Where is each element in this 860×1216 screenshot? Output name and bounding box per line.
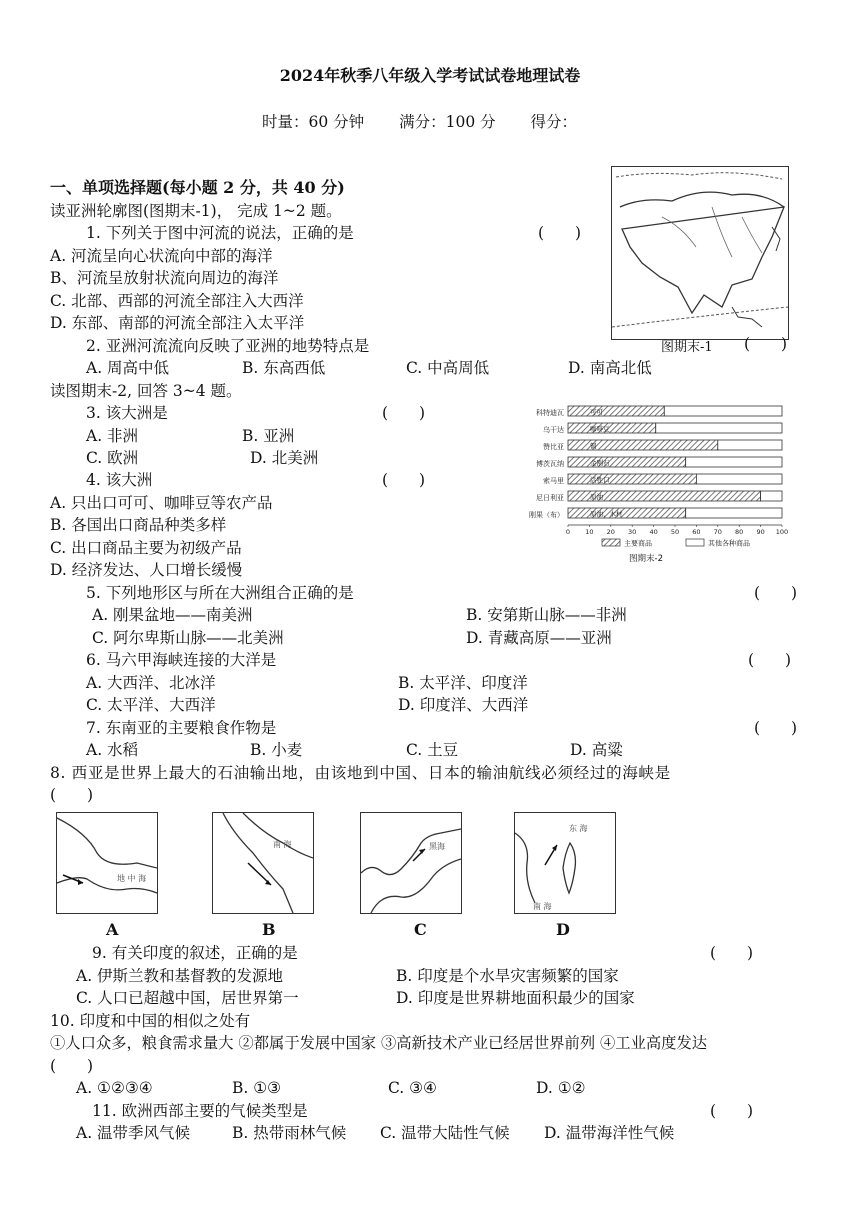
q11-option-a: A. 温带季风气候	[76, 1124, 191, 1142]
chart-category-label: 赞比亚	[543, 443, 564, 451]
q11-option-b: B. 热带雨林气候	[232, 1124, 347, 1142]
q5-option-d: D. 青藏高原——亚洲	[466, 629, 612, 647]
chart-category-label: 索马里	[543, 477, 564, 485]
intro-text-2: 读图期末-2, 回答 3~4 题。	[50, 382, 242, 400]
figure1-caption: 图期末-1	[661, 340, 713, 355]
q3-option-d: D. 北美洲	[250, 449, 319, 467]
chart-product-label: 原油、木材	[590, 510, 623, 518]
chart-bar-other	[686, 457, 782, 467]
q2-option-a: A. 周高中低	[86, 359, 170, 377]
chart-x-tick-label: 40	[649, 528, 658, 536]
q11-paren: ( )	[710, 1102, 754, 1120]
q7-option-a: A. 水稻	[86, 741, 139, 759]
q3-option-a: A. 非洲	[86, 427, 139, 445]
chart-category-label: 乌干达	[543, 426, 564, 434]
chart-bar-other	[664, 406, 782, 416]
q3-stem: 3. 该大洲是	[86, 404, 168, 422]
q5-option-c: C. 阿尔卑斯山脉——北美洲	[92, 629, 284, 647]
legend-swatch-other	[686, 539, 704, 546]
legend-label-main: 主要商品	[624, 539, 652, 548]
svg-text:东 海: 东 海	[569, 824, 588, 833]
chart-category-label: 科特迪瓦	[536, 409, 564, 417]
q7-option-b: B. 小麦	[250, 741, 303, 759]
q11-stem: 11. 欧洲西部主要的气候类型是	[92, 1102, 308, 1120]
q7-option-d: D. 高粱	[570, 741, 623, 759]
chart-bar-main	[568, 423, 656, 433]
q1-option-d: D. 东部、南部的河流全部注入太平洋	[50, 314, 305, 332]
q3-option-c: C. 欧洲	[86, 449, 139, 467]
q7-option-c: C. 土豆	[406, 741, 459, 759]
chart-x-tick-label: 90	[756, 528, 765, 536]
q4-paren: ( )	[382, 471, 426, 489]
q1-paren: ( )	[538, 224, 582, 242]
legend-label-other: 其他各种商品	[708, 539, 750, 548]
q5-paren: ( )	[754, 584, 798, 602]
chart-x-tick-label: 100	[775, 528, 789, 536]
chart-bar-main	[568, 474, 696, 484]
q1-option-c: C. 北部、西部的河流全部注入大西洋	[50, 292, 304, 310]
asia-outline-map	[612, 167, 788, 339]
svg-text:黑海: 黑海	[429, 842, 445, 851]
q2-stem: 2. 亚洲河流流向反映了亚洲的地势特点是	[86, 337, 370, 355]
chart-x-tick-label: 60	[692, 528, 701, 536]
chart-product-label: 原油	[590, 493, 603, 501]
q6-option-d: D. 印度洋、大西洋	[398, 696, 529, 714]
q5-option-a: A. 刚果盆地——南美洲	[92, 606, 253, 624]
chart-product-label: 金刚石	[590, 459, 610, 467]
q4-stem: 4. 该大洲	[86, 471, 153, 489]
q2-option-c: C. 中高周低	[406, 359, 490, 377]
q10-paren: ( )	[50, 1057, 94, 1075]
asia-map-figure	[611, 166, 789, 340]
svg-text:南 海: 南 海	[273, 840, 292, 849]
q4-option-c: C. 出口商品主要为初级产品	[50, 539, 242, 557]
strait-label-d: D	[556, 920, 570, 939]
q10-option-c: C. ③④	[388, 1079, 437, 1097]
chart-x-tick-label: 10	[585, 528, 594, 536]
exam-info	[262, 110, 607, 132]
svg-text:地 中 海: 地 中 海	[117, 874, 147, 883]
chart-x-tick-label: 50	[670, 528, 680, 536]
chart-product-label: 铜	[590, 442, 597, 450]
strait-label-a: A	[106, 920, 119, 939]
q4-option-b: B. 各国出口商品种类多样	[50, 516, 227, 534]
strait-map-b	[212, 812, 314, 914]
q4-option-a: A. 只出口可可、咖啡豆等农产品	[50, 494, 273, 512]
svg-text:南 海: 南 海	[533, 902, 552, 911]
chart-product-label: 活牲口	[590, 476, 610, 484]
chart-x-tick-label: 20	[606, 528, 615, 536]
page-title: 2024年秋季八年级入学考试试卷地理试卷	[279, 66, 581, 85]
strait-label-c: C	[414, 920, 427, 939]
chart-caption: 图期末-2	[629, 554, 663, 564]
chart-category-label: 博茨瓦纳	[536, 460, 564, 468]
q6-stem: 6. 马六甲海峡连接的大洋是	[86, 651, 277, 669]
chart-x-tick-label: 0	[565, 528, 571, 536]
q7-paren: ( )	[754, 719, 798, 737]
q5-stem: 5. 下列地形区与所在大洲组合正确的是	[86, 584, 354, 602]
q6-option-a: A. 大西洋、北冰洋	[86, 674, 216, 692]
q2-option-d: D. 南高北低	[568, 359, 652, 377]
chart-product-label: 可可	[590, 408, 603, 416]
q10-stem: 10. 印度和中国的相似之处有	[50, 1012, 251, 1030]
q11-option-d: D. 温带海洋性气候	[544, 1124, 675, 1142]
chart-bar-other	[718, 440, 782, 450]
q10-items: ①人口众多，粮食需求量大 ②都属于发展中国家 ③高新技术产业已经居世界前列 ④工业高度发达	[50, 1034, 708, 1052]
chart-bar-main	[568, 406, 664, 416]
chart-bar-other	[761, 491, 782, 501]
q2-option-b: B. 东高西低	[242, 359, 326, 377]
q4-option-d: D. 经济发达、人口增长缓慢	[50, 561, 243, 579]
strait-map-c	[360, 812, 462, 914]
q1-option-a: A. 河流呈向心状流向中部的海洋	[50, 247, 273, 265]
q11-option-c: C. 温带大陆性气候	[380, 1124, 510, 1142]
chart-category-label: 尼日利亚	[536, 494, 564, 502]
q10-option-d: D. ①②	[536, 1079, 586, 1097]
chart-bar-main	[568, 508, 686, 518]
q3-paren: ( )	[382, 404, 426, 422]
exam-time: 时量：60 分钟	[262, 113, 365, 131]
q9-option-d: D. 印度是世界耕地面积最少的国家	[396, 989, 635, 1007]
chart-x-tick-label: 80	[735, 528, 744, 536]
q2-paren: ( )	[744, 335, 788, 353]
q7-stem: 7. 东南亚的主要粮食作物是	[86, 719, 277, 737]
exam-score-blank: 得分：	[530, 113, 578, 131]
exam-full-score: 满分：100 分	[399, 113, 496, 131]
q8-stem: 8. 西亚是世界上最大的石油输出地，由该地到中国、日本的输油航线必须经过的海峡是	[50, 764, 671, 782]
chart-product-label: 咖啡豆	[590, 425, 610, 433]
q5-option-b: B. 安第斯山脉——非洲	[466, 606, 627, 624]
q1-option-b: B、河流呈放射状流向周边的海洋	[50, 269, 279, 287]
export-chart	[506, 400, 796, 566]
chart-bar-other	[696, 474, 782, 484]
q9-paren: ( )	[710, 944, 754, 962]
q10-option-a: A. ①②③④	[76, 1079, 153, 1097]
q8-paren: ( )	[50, 786, 94, 804]
q9-option-a: A. 伊斯兰教和基督教的发源地	[76, 967, 284, 985]
q6-option-c: C. 太平洋、大西洋	[86, 696, 216, 714]
q9-stem: 9. 有关印度的叙述，正确的是	[92, 944, 298, 962]
q6-paren: ( )	[748, 651, 792, 669]
chart-category-label: 刚果（布）	[529, 511, 564, 519]
q9-option-c: C. 人口已超越中国，居世界第一	[76, 989, 299, 1007]
q1-stem: 1. 下列关于图中河流的说法，正确的是	[86, 224, 354, 242]
strait-map-d	[514, 812, 616, 914]
chart-bar-other	[656, 423, 782, 433]
chart-x-tick-label: 30	[628, 528, 637, 536]
q6-option-b: B. 太平洋、印度洋	[398, 674, 528, 692]
q9-option-b: B. 印度是个水旱灾害频繁的国家	[396, 967, 619, 985]
legend-swatch-main	[602, 539, 620, 546]
chart-x-tick-label: 70	[713, 528, 722, 536]
chart-bar-other	[686, 508, 782, 518]
section-heading: 一、单项选择题(每小题 2 分，共 40 分)	[50, 178, 345, 197]
q10-option-b: B. ①③	[232, 1079, 282, 1097]
intro-text: 读亚洲轮廓图(图期末-1)， 完成 1~2 题。	[50, 202, 342, 220]
strait-label-b: B	[262, 920, 276, 939]
chart-bar-main	[568, 457, 686, 467]
q3-option-b: B. 亚洲	[242, 427, 295, 445]
strait-map-a	[56, 812, 158, 914]
